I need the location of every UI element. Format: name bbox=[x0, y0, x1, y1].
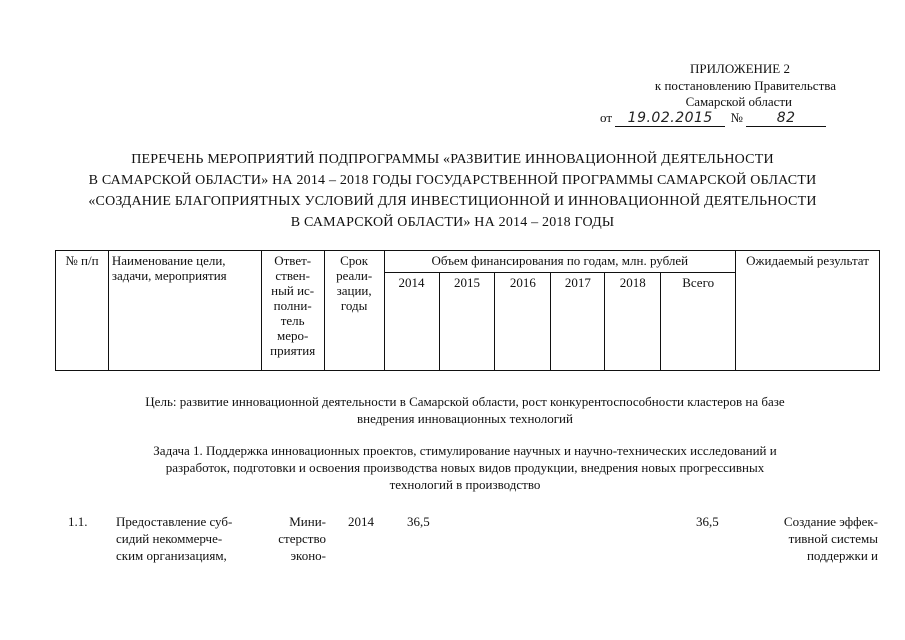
resp-line: ствен- bbox=[275, 268, 310, 283]
row-resp-line: Мини- bbox=[289, 514, 326, 529]
resp-line: Ответ- bbox=[274, 253, 312, 268]
goal-text bbox=[70, 393, 860, 427]
term-line: зации, bbox=[336, 283, 372, 298]
col-funding-header: Объем финансирования по годам, млн. рублей bbox=[384, 251, 736, 273]
resp-line: приятия bbox=[270, 343, 316, 358]
row-term: 2014 bbox=[348, 514, 374, 529]
resp-line: полни- bbox=[273, 298, 312, 313]
title-line-1: ПЕРЕЧЕНЬ МЕРОПРИЯТИЙ ПОДПРОГРАММЫ «РАЗВИТИЕ ИННОВАЦИОННОЙ ДЕЯТЕЛЬНОСТИ bbox=[131, 152, 774, 167]
from-label: от bbox=[600, 110, 613, 125]
resp-line: тель bbox=[280, 313, 305, 328]
year-2017-header: 2017 bbox=[551, 273, 605, 371]
title-line-3: «СОЗДАНИЕ БЛАГОПРИЯТНЫХ УСЛОВИЙ ДЛЯ ИНВЕСТИЦИОННОЙ И ИННОВАЦИОННОЙ ДЕЯТЕЛЬНОСТИ bbox=[88, 194, 817, 209]
task-line-2: разработок, подготовки и освоения производства новых видов продукции, внедрения новых прогрессивных bbox=[165, 460, 765, 475]
row-name-line: сидий некоммерче- bbox=[116, 531, 223, 546]
title-line-2: В САМАРСКОЙ ОБЛАСТИ» НА 2014 – 2018 ГОДЫ ГОСУДАРСТВЕННОЙ ПРОГРАММЫ САМАРСКОЙ ОБЛАСТИ bbox=[88, 173, 817, 188]
col-result-header: Ожидаемый результат bbox=[736, 251, 880, 371]
term-line: годы bbox=[340, 298, 368, 313]
appendix-decree-line: к постановлению Правительства bbox=[654, 78, 836, 93]
col-name-header: Наименование цели, задачи, мероприятия bbox=[108, 251, 261, 371]
row-result-line: поддержки и bbox=[806, 548, 878, 563]
measures-table-header bbox=[55, 250, 880, 371]
row-resp-line: стерство bbox=[278, 531, 326, 546]
row-result bbox=[758, 513, 878, 564]
appendix-date-row bbox=[600, 110, 850, 127]
col-responsible-header bbox=[261, 251, 324, 371]
term-line: Срок bbox=[340, 253, 369, 268]
total-header: Всего bbox=[661, 273, 736, 371]
title-line-4: В САМАРСКОЙ ОБЛАСТИ» НА 2014 – 2018 ГОДЫ bbox=[290, 215, 615, 230]
goal-line-1: Цель: развитие инновационной деятельности в Самарской области, рост конкурентоспособности кластеров на базе bbox=[145, 394, 785, 409]
year-2014-header: 2014 bbox=[384, 273, 439, 371]
task-line-1: Задача 1. Поддержка инновационных проектов, стимулирование научных и научно-технических исследований и bbox=[153, 443, 777, 458]
row-responsible bbox=[266, 513, 326, 564]
row-name-line: ским организациям, bbox=[116, 548, 227, 563]
row-result-line: Создание эффек- bbox=[783, 514, 878, 529]
number-label: № bbox=[730, 110, 743, 125]
task-line-3: технологий в производство bbox=[389, 477, 541, 492]
col-number-header: № п/п bbox=[56, 251, 109, 371]
year-2015-header: 2015 bbox=[439, 273, 495, 371]
year-2018-header: 2018 bbox=[605, 273, 661, 371]
term-line: реали- bbox=[336, 268, 373, 283]
appendix-title: ПРИЛОЖЕНИЕ 2 bbox=[690, 61, 790, 76]
year-2016-header: 2016 bbox=[495, 273, 551, 371]
decree-date: 19.02.2015 bbox=[615, 110, 725, 127]
row-result-line: тивной системы bbox=[788, 531, 878, 546]
task-text bbox=[70, 442, 860, 493]
appendix-region-line: Самарской области bbox=[685, 94, 792, 109]
decree-number: 82 bbox=[746, 110, 826, 127]
row-value-2014: 36,5 bbox=[407, 514, 430, 529]
resp-line: ный ис- bbox=[271, 283, 315, 298]
row-total: 36,5 bbox=[696, 514, 719, 529]
resp-line: меро- bbox=[277, 328, 309, 343]
row-number: 1.1. bbox=[68, 514, 88, 529]
row-resp-line: эконо- bbox=[290, 548, 326, 563]
row-name-line: Предоставление суб- bbox=[116, 514, 233, 529]
row-name bbox=[116, 513, 266, 564]
goal-line-2: внедрения инновационных технологий bbox=[357, 411, 573, 426]
col-term-header bbox=[324, 251, 384, 371]
document-title bbox=[40, 149, 865, 233]
